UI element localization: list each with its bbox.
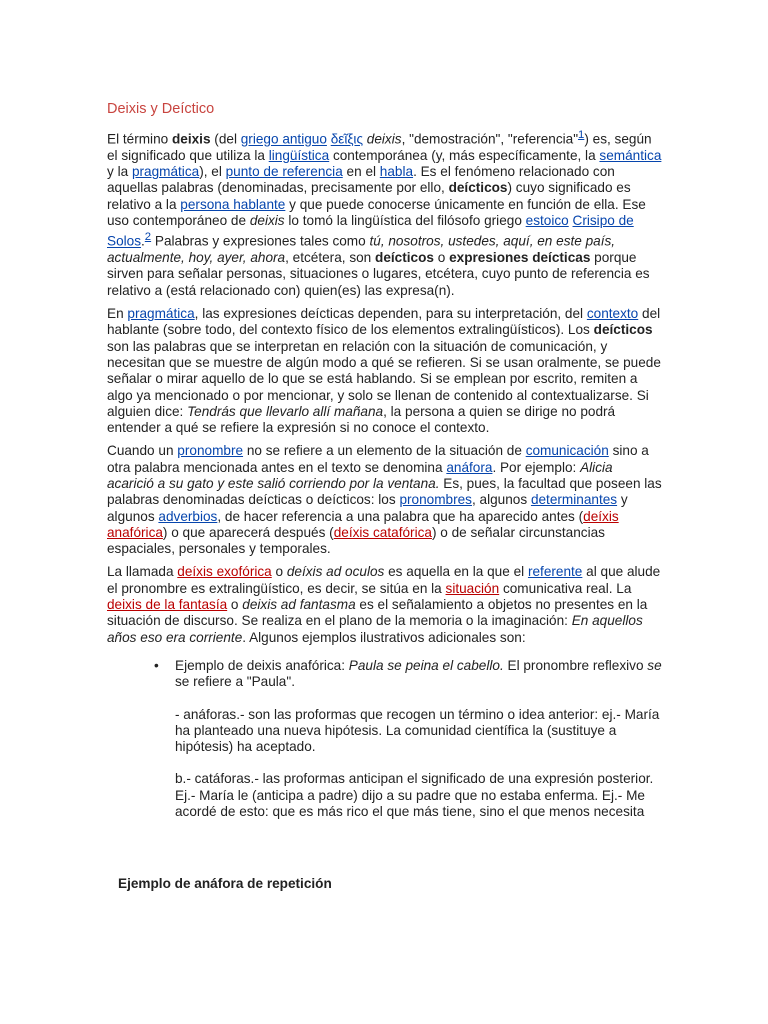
section-title: Deixis y Deíctico [107,101,215,117]
link-determinantes[interactable]: determinantes [530,492,618,508]
link-deixis-exoforica[interactable]: deíxis exofórica [177,564,272,580]
link-crisipo-de-solos[interactable]: Crisipo de Solos [107,213,634,249]
paragraph-anafora: Cuando un pronombre no se refiere a un elemento de la situación de comunicación sino a otra palabra mencionada antes en el texto se denomina anáfora. Por ejemplo: Alicia acarició a su gato y este salió corriendo por la ventana. Es, pues, la facultad que poseen las palabras denominadas deícticas o deícticos: los pronombres, algunos determinantes y algunos adverbios, de hacer referencia a una palabra que ha aparecido antes (deíxis anafórica) o que aparecerá después (deíxis catafórica) o de señalar circunstancias espaciales, personales y temporales. [107,443,662,557]
link-pragmatica[interactable]: pragmática [131,164,200,180]
link-semantica[interactable]: semántica [599,147,662,163]
link-adverbios[interactable]: adverbios [158,508,218,524]
link-punto-de-referencia[interactable]: punto de referencia [225,164,343,180]
link-pragmatica-2[interactable]: pragmática [127,306,195,322]
anaforas-definition: - anáforas.- son las proformas que recogen un término o idea anterior: ej.- María ha planteado una nueva hipótesis. La comunidad científica la (sustituye a hipótesis) ha aceptado. [175,706,660,755]
link-griego-antiguo[interactable]: griego antiguo [240,131,327,147]
term-deixis: deixis [171,131,211,147]
link-situacion[interactable]: situación [445,580,500,596]
example-anaforica: Ejemplo de deixis anafórica: Paula se peina el cabello. El pronombre reflexivo se se refiere a "Paula". [175,657,662,690]
link-linguistica[interactable]: lingüística [268,147,330,163]
article-body [107,99,662,820]
link-pronombres[interactable]: pronombres [399,492,472,508]
link-pronombre[interactable]: pronombre [177,443,244,459]
examples-list [107,658,662,820]
cataforas-definition: b.- catáforas.- las proformas anticipan el significado de una expresión posterior. Ej.- María le (anticipa a padre) dijo a su padre que no estaba enferma. Ej.- Me acordé de esto: que es más rico el que más tiene, sino el que menos necesita [175,771,654,820]
link-deixis-anaforica[interactable]: deíxis anafórica [107,508,619,540]
link-estoico[interactable]: estoico [525,213,569,229]
link-deixis-greek[interactable]: δεῖξις [330,131,364,147]
link-contexto[interactable]: contexto [586,306,639,322]
link-habla[interactable]: habla [379,164,414,180]
link-deixis-cataforica[interactable]: deíxis catafórica [333,524,432,540]
paragraph-pragmatica: En pragmática, las expresiones deícticas dependen, para su interpretación, del contexto del hablante (sobre todo, del contexto físico de los elementos extralingüísticos). Los deícticos son las palabras que se interpretan en relación con la situación de comunicación, y necesitan que se muestre de algún modo a qué se refieren. Si se usan oralmente, se puede señalar o mirar aquello de lo que se está hablando. Si se emplean por escrito, remiten a algo ya mencionado o por mencionar, y solo se llenan de contenido al contextualizarse. Si alguien dice: Tendrás que llevarlo allí mañana, la persona a quien se dirige no podrá entender a qué se refiere la expresión si no conoce el contexto. [107,306,661,436]
paragraph-deixis-definition: El término deixis (del griego antiguo δεῖξις deixis, "demostración", "referencia"$^1$) es, según el significado que utiliza la lingüística contemporánea (y, más específicamente, la semántica y la pragmática), el punto de referencia en el habla. Es el fenómeno relacionado con aquellas palabras (denominadas, precisamente por ello, deícticos) cuyo significado es relativo a la persona hablante y que puede conocerse únicamente en función de ella. Ese uso contemporáneo de deixis lo tomó la lingüística del filósofo griego estoico Crisipo de Solos.$^2$ Palabras y expresiones tales como tú, nosotros, ustedes, aquí, en este país, actualmente, hoy, ayer, ahora, etcétera, son deícticos o expresiones deícticas porque sirven para señalar personas, situaciones o lugares, etcétera, cuyo punto de referencia es relativo a (está relacionado con) quien(es) las expresa(n). [107,129,662,298]
footnote-link-2[interactable]: 2 [144,231,152,244]
repetition-example-heading: Ejemplo de anáfora de repetición [118,876,332,891]
paragraph-exoforica: La llamada deíxis exofórica o deíxis ad oculos es aquella en la que el referente al que alude el pronombre es extralingüístico, es decir, se sitúa en la situación comunicativa real. La deixis de la fantasía o deixis ad fantasma es el señalamiento a objetos no presentes en la situación de discurso. Se realiza en el plano de la memoria o la imaginación: En aquellos años eso era corriente. Algunos ejemplos ilustrativos adicionales son: [107,564,661,645]
link-referente[interactable]: referente [527,564,583,580]
link-anafora[interactable]: anáfora [446,459,493,475]
link-comunicacion[interactable]: comunicación [525,443,609,459]
footnote-link-1[interactable]: 1 [578,129,585,141]
list-item [154,657,662,820]
link-deixis-de-la-fantasia[interactable]: deixis de la fantasía [107,597,228,613]
bullet-icon: • [154,657,159,673]
link-persona-hablante[interactable]: persona hablante [180,196,286,212]
